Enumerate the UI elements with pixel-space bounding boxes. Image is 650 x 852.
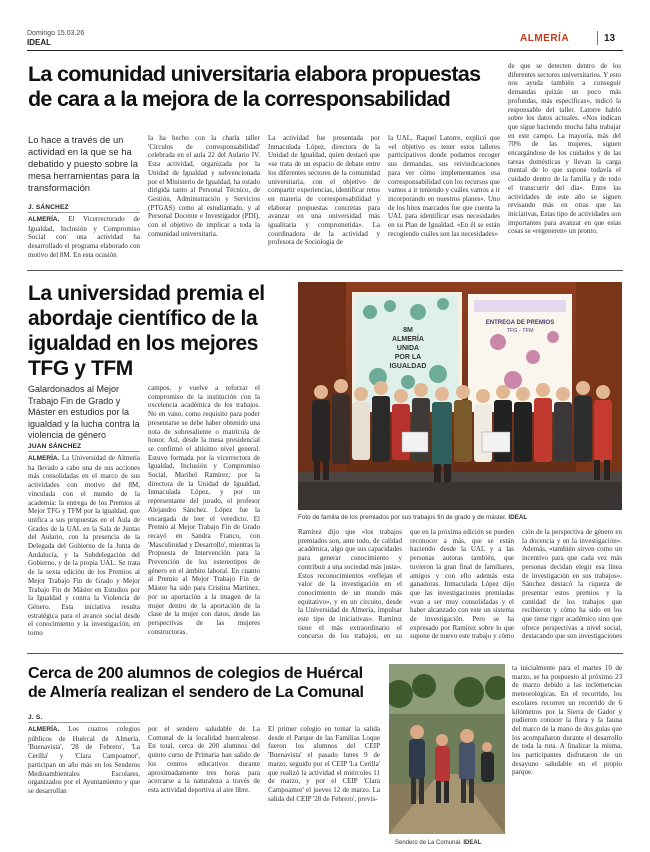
photo2-credit: IDEAL	[463, 840, 482, 846]
article3-byline-rule	[28, 722, 140, 723]
banner-text-5: IGUALDAD	[389, 363, 427, 370]
article2-column-3: Ramírez dijo que «los trabajos premiados son, ante todo, de calidad académica, algo que sus capacidades para generar conocimiento y contribuir a una sociedad más justa». Estos reconocimientos «reflejan el valor de la investigación en el conocimiento de un mundo más equitativo», y en un circuito, desde la Universidad de Almería, impulsar este tipo de iniciativas». Ramírez tiene el más extraordinario el concurso de los trabajos, en su	[298, 528, 402, 641]
article2-byline: JUAN SÁNCHEZ	[28, 443, 82, 450]
article1-byline: J. SÁNCHEZ	[28, 204, 69, 211]
banner-text-4: POR LA	[394, 354, 422, 361]
article3-title: Cerca de 200 alumnos de colegios de Huércal de Almería realizan el sendero de La Comunal	[28, 665, 364, 701]
article1-byline-rule	[28, 212, 140, 213]
header-section: ALMERÍA	[520, 33, 570, 44]
header-separator	[597, 31, 598, 45]
header-brand: IDEAL	[27, 38, 51, 47]
banner-text-2: ALMERÍA	[392, 336, 424, 343]
banner-right-subtitle: TFG - TFM	[506, 328, 534, 334]
article1-subtitle: Lo hace a través de un actividad en la que se ha debatido y puesto sobre la mesa herramientas para la transformación	[28, 134, 140, 193]
banner-right-title: ENTREGA DE PREMIOS	[485, 320, 555, 326]
banner-text-3: UNIDA	[396, 345, 420, 352]
article2-byline-rule	[28, 451, 140, 452]
article1-title: La comunidad universitaria elabora propuestas de cara a la mejora de la corresponsabilidad	[28, 62, 481, 111]
article2-column-4: que en la próxima edición se pueden reconocer a más, que se están haciendo desde la UAL y a las personas autoras también, que tuvieron la gran final de familiares, amigos y con ello además esta ganadoras. Inmaculada López dijo que las investigaciones premiadas «van a ser muy consolidadas y el haber alcanzado con este un sistema de investigación. Pero se ha expresado por Ramírez sobre lo que supone de nuevo este trabajo y cómo	[410, 528, 514, 641]
article1-column-2: la ha hecho con la charla taller 'Círculos de corresponsabilidad' celebrada en el aula 22 del Aulario IV. Esta actividad, organizada por la Unidad de Igualdad y subvencionada por el Ministerio de Igualdad, ha estado dirigida tanto al Personal Técnico, de Gestión, Administración y Servicios (PTGAS) como al estudiantado, y al Personal Docente e Investigador (PDI), con el objetivo de implicar a toda la comunidad universitaria.	[148, 134, 260, 238]
article2-column-5: ción de la perspectiva de género en la docencia y en la investigación». Además, «también sirven como un incentivo para que cada vez más personas decidan elegir esa línea de investigación en sus trabajos». Sánchez destacó la riqueza de presentar estos premios y la cantidad de los trabajos que recibieron y cómo ha sido en los que tiene rigor académico sino que ofrece perspectivas a nivel social, destacando que son investigaciones	[522, 528, 622, 641]
photo1-caption: Foto de familia de los premiados por sus trabajos fin de grado y de máster. IDEAL	[298, 514, 528, 521]
article3-place: ALMERÍA.	[28, 726, 60, 733]
award-ceremony-illustration	[298, 282, 622, 510]
header-rule	[27, 50, 623, 51]
article1-column-1: ALMERÍA. El Vicerrectorado de Igualdad, Inclusión y Compromiso Social con una actividad ha desarrollado el programa elaborado con motivo del 8M. En esta ocasión	[28, 215, 140, 259]
section-divider-1	[27, 270, 623, 271]
article2-column-1: ALMERÍA. La Universidad de Almería ha llevado a cabo una de sus acciones más consolidadas en el marco de sus actividades con motivo del 8M, vinculada con el mundo de la academia: la entrega de los Premios al Mejor TFG y TFM por la igualdad, que unifica a sus propuestas en el Aula de Grados de la UAL en la Sala de Juntas del Aulario, con la presencia de la Delegada del Gobierno de la Junta de Andalucía, y la Subdelegación del Gobierno, y de la propia UAL. Se trata de la sexta edición de los Premios al Mejor Trabajo Fin de Grado y Mejor Trabajo Fin de Máster en Estudios por la Igualdad y contra la Violencia de Género. Esta iniciativa resulta estratégica para el avance social desde el conocimiento y la investigación, en torno	[28, 454, 140, 638]
banner-text-1: 8M	[403, 327, 413, 334]
article2-title: La universidad premia el abordaje científico de la igualdad en los mejores TFG y TFM	[28, 282, 265, 380]
article3-column-3: El primer colegio en tomar la salida desde el Parque de las Familias Loque fueron los alumnos del CEIP 'Buenavista' el pasado lunes 9 de marzo, seguido por el CEIP 'La Cerilla' que realizó la actividad el miércoles 11 de marzo, y por el CEIP 'Clara Campoamor' el jueves 12 de marzo. La salida del CEIP '28 de Febrero', previs-	[268, 725, 380, 803]
header-date: Domingo 15.03.26	[27, 30, 85, 37]
article1-column-5: de que se detecten dentro de los diferentes sectores universitarios. Y esto nos ayuda también a conseguir demandas quizás un poco más profundas, más específicas», indicó la responsable del taller. Latorre habló sobre los datos actuales. «Nos indican que sigue haciendo mucha falta trabajar en este campo. La mayoría, más del 70% de las mujeres, siguen encargándose de los cuidados y de las tareas domésticas y llevan la carga mental de lo que supone todavía el cuidado dentro de la familia y de todo el transcurrir del día». Entre las actividades de este año se siguen revisando más en otras que las iniciativas, Estas tipo de actividades son importantes para avanzar en que estas cosas se «regeneren» un pronto.	[508, 62, 621, 236]
page-number: 13	[604, 33, 616, 44]
article3-column-1: ALMERÍA. Los cuatros colegios públicos de Huércal de Almería, 'Buenavista', '28 de Febrero', 'La Cerilla' y 'Clara Campoamor', participan un año más en los Senderos Medioambientales Escolares, organizados por el Ayuntamiento y que se desarrollan	[28, 725, 140, 795]
photo2-caption: Sendero de La Comunal. IDEAL	[395, 840, 482, 846]
article1-column-4: la UAL, Raquel Latorre, explicó que «el objetivo es tener estos talleres participativos donde podamos recoger sus demandas, sus reivindicaciones para ver cómo implementamos esa corresponsabilidad con los recursos que vamos a ir teniendo y cuáles vamos a ir incorporando en nuestros planes». Uno de los hitos marcados fue que cuenta la UAL para identificar esas necesidades en su Plan de Igualdad. «En él se están recogiendo cuáles son las necesidades»	[388, 134, 500, 238]
article3-byline: J. S.	[28, 714, 43, 721]
article2-place: ALMERÍA.	[28, 455, 60, 462]
article1-column-3: La actividad fue presentada por Inmaculada López, directora de la Unidad de Igualdad, quien destacó que «se trata de un espacio de debate entre los diferentes sectores de la comunidad universitaria, con el objetivo de compartir experiencias, identificar retos en materia de corresponsabilidad y elaborar propuestas concretas para avanzar en una universidad más igualitaria y comprometida». La coordinadora de la actividad y profesora de Sociología de	[268, 134, 380, 247]
article3-column-4: ta inicialmente para el martes 10 de marzo, se ha pospuesto al próximo 23 de marzo debido a las inclemencias meteorológicas. En el recorrido, los escolares recorren un recorrido de 6 kilómetros por la Sierra de Gador y pudieron conocer la flora y la fauna del marco de la mano de dos guías que los acompañaron durante el desarrollo de toda la ruta. A finalizar la misma, los participantes disfrutaron de un desayuno saludable en el propio parque.	[512, 664, 622, 777]
article2-subtitle: Galardonados al Mejor Trabajo Fin de Grado y Máster en estudios por la igualdad y la lucha contra la violencia de género	[28, 384, 140, 440]
article1-place: ALMERÍA.	[28, 216, 60, 223]
section-divider-2	[27, 653, 623, 654]
hiking-illustration	[389, 664, 505, 834]
article2-column-2: campos, y vuelve a reforzar el compromiso de la institución con la excelencia académica de los trabajos. No en vano, como requisito para poder presentarse se debe haber obtenido una nota de sobresaliente o matrícula de honor. Así, desde la mesa presidencial se confirmó el altísimo nivel general. Estuvo formada por la vicerrectora de Igualdad, Inclusión y Compromiso Social, Maribel Ramírez; por la directora de la Unidad de Igualdad, Inmaculada López, y por un representante del jurado, el profesor Alejandro Sánchez. López fue la encargada de leer el veredicto. El Premio al Mejor Trabajo Fin de Grado recayó en Sandra Franco, con 'Masculinidad y Desarrollo', mientras la Propuesta de Intervención para la Prevención de los estereotipos de género en el ámbito laboral. En cuanto al Premio al Mejor Trabajo Fin de Máster ha sido para Cristina Martínez, por su aportación a la imagen de la mujer dentro de la aportación de la clase de la mujer con datos, desde las perspectivas de las mujeres constructoras.	[148, 384, 260, 636]
award-ceremony-photo	[298, 282, 622, 510]
hiking-students-photo	[389, 664, 505, 834]
article3-column-2: por el sendero saludable de La Comunal de la localidad huercalense. En total, cerca de 200 alumnos del quinto curso de Primaria han salido de los centros educativos durante aproximadamente tres horas para acercarse a la naturaleza a través de esta actividad deportiva al aire libre.	[148, 725, 260, 794]
photo1-credit: IDEAL	[508, 514, 528, 521]
